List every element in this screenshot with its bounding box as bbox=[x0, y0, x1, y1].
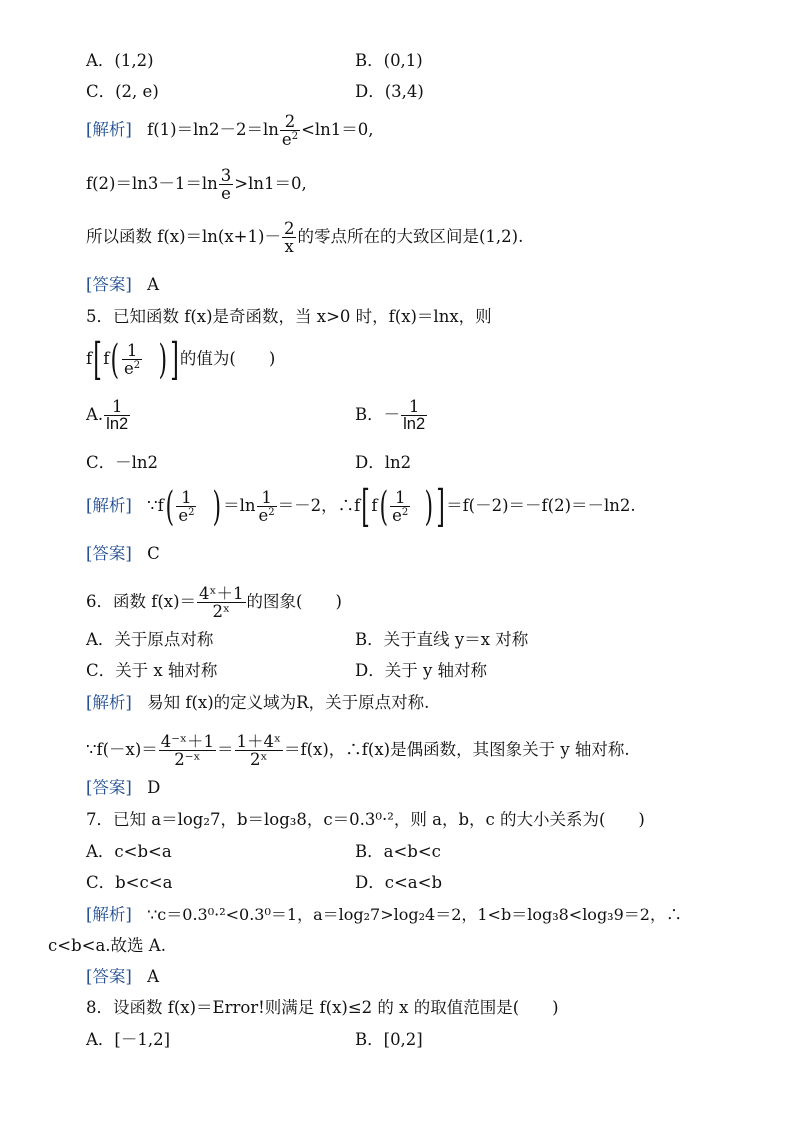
fraction: $\frac{\text{1＋4ˣ}}{\text{2ˣ}}$ bbox=[236, 732, 281, 769]
analysis-tag: [解析] bbox=[86, 496, 132, 515]
q6-option-b: B．关于直线 y＝x 对称 bbox=[355, 630, 529, 649]
fraction: $\frac{2}{x}$ bbox=[283, 219, 295, 256]
q5-option-b: B．－ $\frac{1}{\ln 2}$ bbox=[355, 397, 426, 433]
fraction: $\frac{2}{e^2}$ bbox=[281, 112, 299, 149]
q6-option-c: C．关于 x 轴对称 bbox=[86, 661, 218, 680]
q6-analysis-line-2: ∵f(－x)＝ $\frac{\text{4⁻ˣ＋1}}{\text{2⁻ˣ}}$ ＝ $\frac{\text{1＋4ˣ}}{\text{2ˣ}}$ ＝f(x)，∴f(x)是偶函数，其图象关于 y 轴对称. bbox=[86, 732, 630, 769]
q4-analysis-line-1: [解析] f(1)＝ln2－2＝ln $\frac{2}{e^2}$ <ln1＝0, bbox=[86, 112, 374, 149]
q6-option-a: A．关于原点对称 bbox=[86, 630, 214, 649]
q7-option-d: D．c<a<b bbox=[355, 873, 443, 892]
q7-option-c: C．b<c<a bbox=[86, 873, 173, 892]
q6-answer: [答案] D bbox=[86, 778, 161, 797]
q4-answer: [答案] A bbox=[86, 275, 160, 294]
fraction: $\frac{1}{\ln 2}$ bbox=[403, 397, 426, 433]
q7-answer: [答案] A bbox=[86, 967, 160, 986]
fraction: $\frac{\text{4ˣ＋1}}{\text{2ˣ}}$ bbox=[199, 584, 244, 621]
answer-tag: [答案] bbox=[86, 967, 132, 986]
q8-option-b: B．[0,2] bbox=[355, 1030, 423, 1049]
q4-option-c: C．(2, e) bbox=[86, 82, 159, 101]
q7-analysis-line-2: c<b<a.故选 A. bbox=[48, 936, 166, 955]
q4-option-b: B．(0,1) bbox=[355, 51, 423, 70]
analysis-tag: [解析] bbox=[86, 905, 132, 924]
q5-analysis: [解析] ∵f( $\frac{1}{e^2}$ )＝ln $\frac{1}{e^2}$ ＝－2，∴f[f( $\frac{1}{e^2}$ )]＝f(－2)＝－f(2)＝－ln2. bbox=[86, 480, 636, 532]
answer-tag: [答案] bbox=[86, 778, 132, 797]
fraction: $\frac{1}{e^2}$ bbox=[258, 488, 275, 525]
analysis-tag: [解析] bbox=[86, 120, 132, 139]
analysis-tag: [解析] bbox=[86, 693, 132, 712]
fraction: $\frac{1}{e^2}$ bbox=[178, 488, 195, 525]
q6-analysis-line-1: [解析] 易知 f(x)的定义域为R，关于原点对称. bbox=[86, 693, 430, 712]
fraction: $\frac{1}{\ln 2}$ bbox=[106, 397, 129, 433]
q5-stem: 5．已知函数 f(x)是奇函数，当 x>0 时，f(x)＝lnx，则 bbox=[86, 307, 492, 326]
q5-option-a: A. $\frac{1}{\ln 2}$ bbox=[86, 397, 129, 433]
q7-analysis-line-1: [解析] ∵c＝0.3⁰·²<0.3⁰＝1，a＝log₂7>log₂4＝2，1<b＝log₃8<log₃9＝2，∴ bbox=[86, 905, 682, 924]
q6-option-d: D．关于 y 轴对称 bbox=[355, 661, 488, 680]
fraction: $\frac{3}{e}$ bbox=[220, 166, 232, 203]
q8-option-a: A．[－1,2] bbox=[86, 1030, 171, 1049]
q5-option-c: C．－ln2 bbox=[86, 453, 159, 472]
q5-stem-line-2: f[f( $\frac{1}{e^2}$ )]的值为( ) bbox=[86, 333, 276, 385]
q7-option-a: A．c<b<a bbox=[86, 842, 172, 861]
q4-analysis-line-3: 所以函数 f(x)＝ln(x+1)－ $\frac{2}{x}$ 的零点所在的大致区间是(1,2). bbox=[86, 219, 524, 256]
q5-answer: [答案] C bbox=[86, 544, 160, 563]
q8-stem: 8．设函数 f(x)＝Error!则满足 f(x)≤2 的 x 的取值范围是( ) bbox=[86, 998, 559, 1017]
q7-stem: 7．已知 a＝log₂7，b＝log₃8，c＝0.3⁰·²，则 a，b，c 的大小关系为( ) bbox=[86, 810, 645, 829]
fraction: $\frac{1}{e^2}$ bbox=[124, 341, 141, 378]
q5-option-d: D．ln2 bbox=[355, 453, 412, 472]
fraction: $\frac{\text{4⁻ˣ＋1}}{\text{2⁻ˣ}}$ bbox=[160, 732, 214, 769]
q4-option-a: A．(1,2) bbox=[86, 51, 154, 70]
answer-tag: [答案] bbox=[86, 275, 132, 294]
q7-option-b: B．a<b<c bbox=[355, 842, 441, 861]
q4-analysis-line-2: f(2)＝ln3－1＝ln $\frac{3}{e}$ >ln1＝0, bbox=[86, 166, 307, 203]
q4-option-d: D．(3,4) bbox=[355, 82, 424, 101]
q6-stem: 6．函数 f(x)＝ $\frac{\text{4ˣ＋1}}{\text{2ˣ}}$ 的图象( ) bbox=[86, 584, 342, 621]
fraction: $\frac{1}{e^2}$ bbox=[392, 488, 409, 525]
answer-tag: [答案] bbox=[86, 544, 132, 563]
